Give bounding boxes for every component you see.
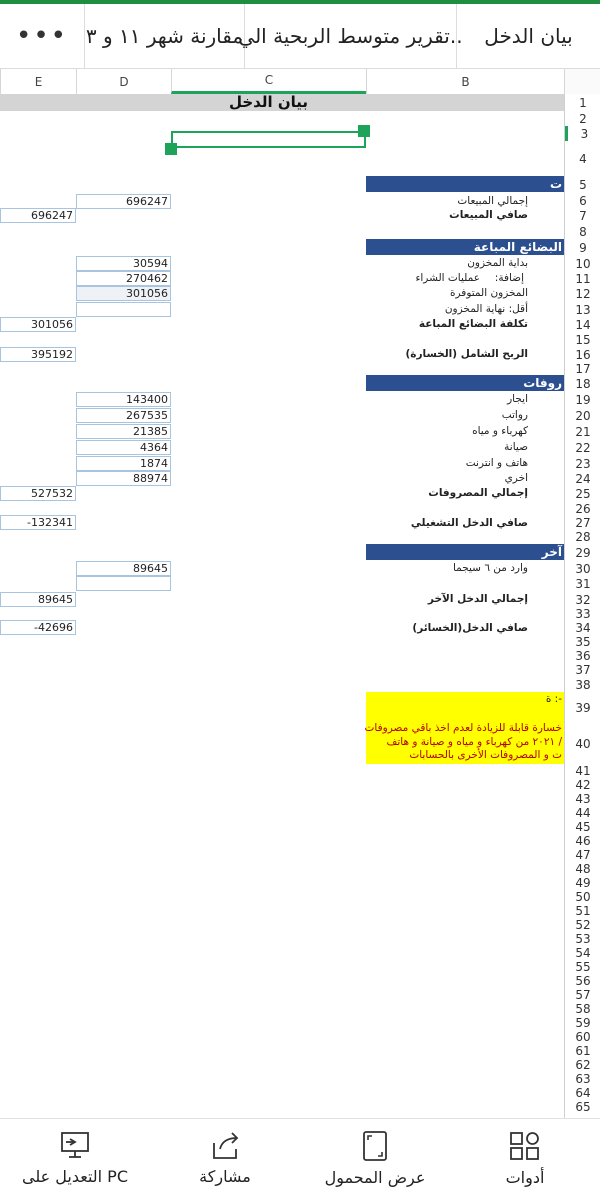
row-header-28[interactable]: 28: [575, 530, 591, 544]
note-line-1: -: ة: [545, 693, 562, 705]
row-header-34[interactable]: 34: [575, 620, 591, 635]
label-salaries: رواتب: [501, 409, 528, 421]
note-line-2: خسارة قابلة للزيادة لعدم اخذ باقي مصروفات: [364, 722, 562, 734]
row-header-16[interactable]: 16: [575, 347, 591, 362]
row-header-11[interactable]: 11: [575, 271, 591, 286]
row-header-52[interactable]: 52: [575, 918, 591, 932]
column-header-e[interactable]: E: [0, 69, 76, 94]
spreadsheet-grid[interactable]: [0, 94, 564, 1118]
row-header-5[interactable]: 5: [579, 178, 587, 192]
cell-maintenance[interactable]: 4364: [76, 440, 171, 455]
cell-total-other-income[interactable]: 89645: [0, 592, 76, 607]
row-header-22[interactable]: 22: [575, 441, 591, 455]
row-header-4[interactable]: 4: [579, 151, 587, 166]
row-header-25[interactable]: 25: [575, 487, 591, 501]
label-other-expenses: اخري: [504, 472, 528, 484]
label-end-inventory: أقل: نهاية المخزون: [444, 303, 528, 315]
cell-salaries[interactable]: 267535: [76, 408, 171, 423]
row-header-column: [564, 94, 601, 1118]
label-total-expenses: إجمالي المصروفات: [428, 487, 528, 499]
row-header-61[interactable]: 61: [575, 1044, 591, 1058]
section-header-sales: ت: [366, 176, 564, 192]
row-header-23[interactable]: 23: [575, 456, 591, 471]
cell-other-expenses[interactable]: 88974: [76, 471, 171, 486]
cell-begin-inventory[interactable]: 30594: [76, 256, 171, 271]
row-header-20[interactable]: 20: [575, 409, 591, 423]
label-utilities: كهرباء و مياه: [472, 425, 528, 437]
row-header-40[interactable]: 40: [575, 737, 591, 751]
mobile-view-button[interactable]: [300, 1119, 450, 1197]
row-header-29[interactable]: 29: [575, 545, 591, 560]
row-header-59[interactable]: 59: [575, 1016, 591, 1030]
monitor-icon: [58, 1131, 92, 1161]
row-header-30[interactable]: 30: [575, 561, 591, 576]
row-header-6[interactable]: 6: [579, 194, 587, 208]
row-header-56[interactable]: 56: [575, 974, 591, 988]
row-header-48[interactable]: 48: [575, 862, 591, 876]
selection-handle-top[interactable]: [358, 125, 370, 137]
section-header-cogs: البضائع المباعة: [366, 239, 564, 255]
cell-available-inventory[interactable]: 301056: [76, 286, 171, 301]
row-header-2[interactable]: 2: [579, 111, 587, 126]
cell-cogs[interactable]: 301056: [0, 317, 76, 332]
section-header-expenses: روفات: [366, 375, 564, 391]
row-header-55[interactable]: 55: [575, 960, 591, 974]
row-header-9[interactable]: 9: [579, 240, 587, 255]
label-purchases: عمليات الشراء: [415, 272, 480, 284]
row-header-21[interactable]: 21: [575, 425, 591, 439]
row-header-33[interactable]: 33: [575, 606, 591, 621]
tab-income-statement[interactable]: بيان الدخل: [456, 4, 600, 68]
row-header-14[interactable]: 14: [575, 317, 591, 332]
cell-sigma-income[interactable]: 89645: [76, 561, 171, 576]
label-phone-internet: هاتف و انترنت: [465, 457, 528, 469]
share-button[interactable]: [150, 1119, 300, 1197]
cell-net-income[interactable]: -42696: [0, 620, 76, 635]
row-header-13[interactable]: 13: [575, 302, 591, 317]
note-line-3: / ٢٠٢١ من كهرباء و مياه و صيانة و هاتف: [386, 736, 562, 748]
row-header-35[interactable]: 35: [575, 635, 591, 649]
tools-button[interactable]: [450, 1119, 600, 1197]
column-header-b[interactable]: B: [366, 69, 564, 94]
row-header-38[interactable]: 38: [575, 677, 591, 692]
row-header-53[interactable]: 53: [575, 932, 591, 946]
label-available-inventory: المخزون المتوفرة: [450, 287, 528, 299]
sheet-tab-bar: [0, 4, 600, 69]
more-tabs-button[interactable]: •••: [15, 21, 68, 51]
label-cogs: تكلفة البضائع المباعة: [418, 318, 528, 330]
label-net-sales: صافي المبيعات: [449, 209, 528, 221]
cell-selection[interactable]: [171, 131, 366, 148]
cell-gross-profit[interactable]: 395192: [0, 347, 76, 362]
column-header-bar: [0, 69, 600, 95]
column-header-c[interactable]: C: [171, 69, 366, 94]
selection-handle-bottom[interactable]: [165, 143, 177, 155]
bottom-toolbar: [0, 1118, 600, 1197]
label-net-income: صافي الدخل(الخسائر): [412, 622, 528, 634]
row-header-42[interactable]: 42: [575, 778, 591, 792]
row-header-10[interactable]: 10: [575, 256, 591, 271]
row-header-36[interactable]: 36: [575, 649, 591, 663]
row-header-49[interactable]: 49: [575, 876, 591, 890]
sheet-title: بيان الدخل: [228, 93, 309, 111]
column-header-d[interactable]: D: [76, 69, 171, 94]
row-header-39[interactable]: 39: [575, 701, 591, 715]
share-icon: [208, 1131, 242, 1161]
tools-grid-icon: [508, 1130, 542, 1162]
row-header-31[interactable]: 31: [575, 577, 591, 591]
row-header-64[interactable]: 64: [575, 1086, 591, 1100]
row-header-60[interactable]: 60: [575, 1030, 591, 1044]
row-header-27[interactable]: 27: [575, 515, 591, 530]
row-header-65[interactable]: 65: [575, 1100, 591, 1114]
row-header-3[interactable]: 3: [565, 126, 601, 141]
label-net-operating: صافي الدخل التشغيلي: [410, 517, 528, 529]
cell-phone-internet[interactable]: 1874: [76, 456, 171, 471]
cell-net-operating[interactable]: -132341: [0, 515, 76, 530]
row-header-63[interactable]: 63: [575, 1072, 591, 1086]
label-maintenance: صيانة: [504, 441, 528, 453]
row-header-7[interactable]: 7: [579, 209, 587, 223]
fullscreen-icon: [358, 1130, 392, 1162]
note-line-4: ت و المصروفات الأخرى بالحسابات: [409, 749, 562, 761]
select-all-corner[interactable]: [564, 69, 600, 94]
row-header-18[interactable]: 18: [575, 376, 591, 391]
row-header-50[interactable]: 50: [575, 890, 591, 904]
cell-utilities[interactable]: 21385: [76, 424, 171, 439]
edit-on-pc-label: التعديل على PC: [21, 1166, 128, 1186]
row-header-47[interactable]: 47: [575, 848, 591, 862]
label-add: إضافة:: [494, 272, 524, 284]
label-begin-inventory: بداية المخزون: [467, 257, 528, 269]
row-header-1[interactable]: 1: [579, 95, 587, 110]
row-header-45[interactable]: 45: [575, 820, 591, 834]
row-header-58[interactable]: 58: [575, 1002, 591, 1016]
label-sigma-income: وارد من ٦ سيجما: [452, 562, 528, 574]
row-header-57[interactable]: 57: [575, 988, 591, 1002]
tab-profitability-report[interactable]: تقرير متوسط الربحية الي..: [244, 4, 456, 68]
label-total-sales: إجمالي المبيعات: [457, 195, 528, 207]
label-rent: ايجار: [507, 393, 528, 405]
share-label: مشاركة: [199, 1166, 251, 1186]
row-header-26[interactable]: 26: [575, 501, 591, 516]
note-box[interactable]: [366, 692, 564, 764]
tab-month-comparison[interactable]: مقارنة شهر ١١ و ٣: [84, 4, 244, 68]
section-header-other-income: آخر: [366, 544, 564, 560]
cell-end-inventory[interactable]: [76, 302, 171, 317]
cell-total-expenses[interactable]: 527532: [0, 486, 76, 501]
label-gross-profit: الربح الشامل (الخسارة): [405, 348, 528, 360]
cell-rent[interactable]: 143400: [76, 392, 171, 407]
cell-empty-d31[interactable]: [76, 576, 171, 591]
row-header-62[interactable]: 62: [575, 1058, 591, 1072]
row-header-15[interactable]: 15: [575, 332, 591, 347]
row-header-32[interactable]: 32: [575, 592, 591, 607]
row-header-24[interactable]: 24: [575, 471, 591, 486]
row-header-43[interactable]: 43: [575, 792, 591, 806]
row-header-17[interactable]: 17: [575, 361, 591, 376]
row-header-54[interactable]: 54: [575, 946, 591, 960]
row-header-19[interactable]: 19: [575, 393, 591, 407]
edit-on-pc-button[interactable]: [0, 1119, 150, 1197]
row-header-44[interactable]: 44: [575, 806, 591, 820]
cell-total-sales[interactable]: 696247: [76, 194, 171, 209]
row-header-46[interactable]: 46: [575, 834, 591, 848]
row-header-51[interactable]: 51: [575, 904, 591, 918]
row-header-12[interactable]: 12: [575, 287, 591, 301]
cell-purchases[interactable]: 270462: [76, 271, 171, 286]
cell-net-sales[interactable]: 696247: [0, 208, 76, 223]
row-header-8[interactable]: 8: [579, 224, 587, 239]
row-header-41[interactable]: 41: [575, 764, 591, 778]
row-header-37[interactable]: 37: [575, 663, 591, 677]
label-total-other-income: إجمالي الدخل الآخر: [427, 593, 528, 605]
mobile-view-label: عرض المحمول: [324, 1167, 426, 1187]
tools-label: أدوات: [505, 1167, 545, 1187]
